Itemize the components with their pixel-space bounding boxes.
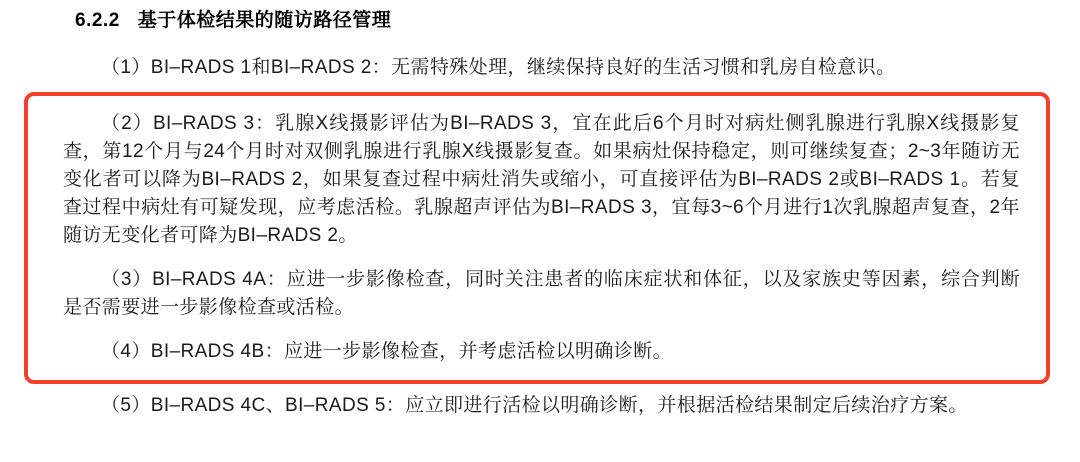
- paragraph-birads-4a: （3）BI–RADS 4A：应进一步影像检查，同时关注患者的临床症状和体征，以及家族史等因素，综合判断是否需要进一步影像检查或活检。: [63, 269, 1020, 318]
- section-number: 6.2.2: [75, 10, 120, 31]
- section-heading: [75, 8, 1020, 34]
- paragraph-birads-4c-5: （5）BI–RADS 4C、BI–RADS 5：应立即进行活检以明确诊断，并根据活检结果制定后续治疗方案。: [101, 395, 968, 416]
- section-title: 基于体检结果的随访路径管理: [137, 10, 392, 31]
- red-highlight-box: [24, 92, 1050, 384]
- paragraph-birads-1-2: （1）BI–RADS 1和BI–RADS 2：无需特殊处理，继续保持良好的生活习惯和乳房自检意识。: [101, 57, 896, 78]
- paragraph-birads-4b: （4）BI–RADS 4B：应进一步影像检查，并考虑活检以明确诊断。: [101, 341, 672, 362]
- paragraph-birads-3: （2）BI–RADS 3：乳腺X线摄影评估为BI–RADS 3，宜在此后6个月时对病灶侧乳腺进行乳腺X线摄影复查，第12个月与24个月时对双侧乳腺进行乳腺X线摄影复查。如果病灶保持稳定，则可继续复查；2~3年随访无变化者可以降为BI–RADS 2，如果复查过程中病灶消失或缩小，可直接评估为BI–RADS 2或BI–RADS 1。若复查过程中病灶有可疑发现，应考虑活检。乳腺超声评估为BI–RADS 3，宜每3~6个月进行1次乳腺超声复查，2年随访无变化者可降为BI–RADS 2。: [63, 113, 1020, 246]
